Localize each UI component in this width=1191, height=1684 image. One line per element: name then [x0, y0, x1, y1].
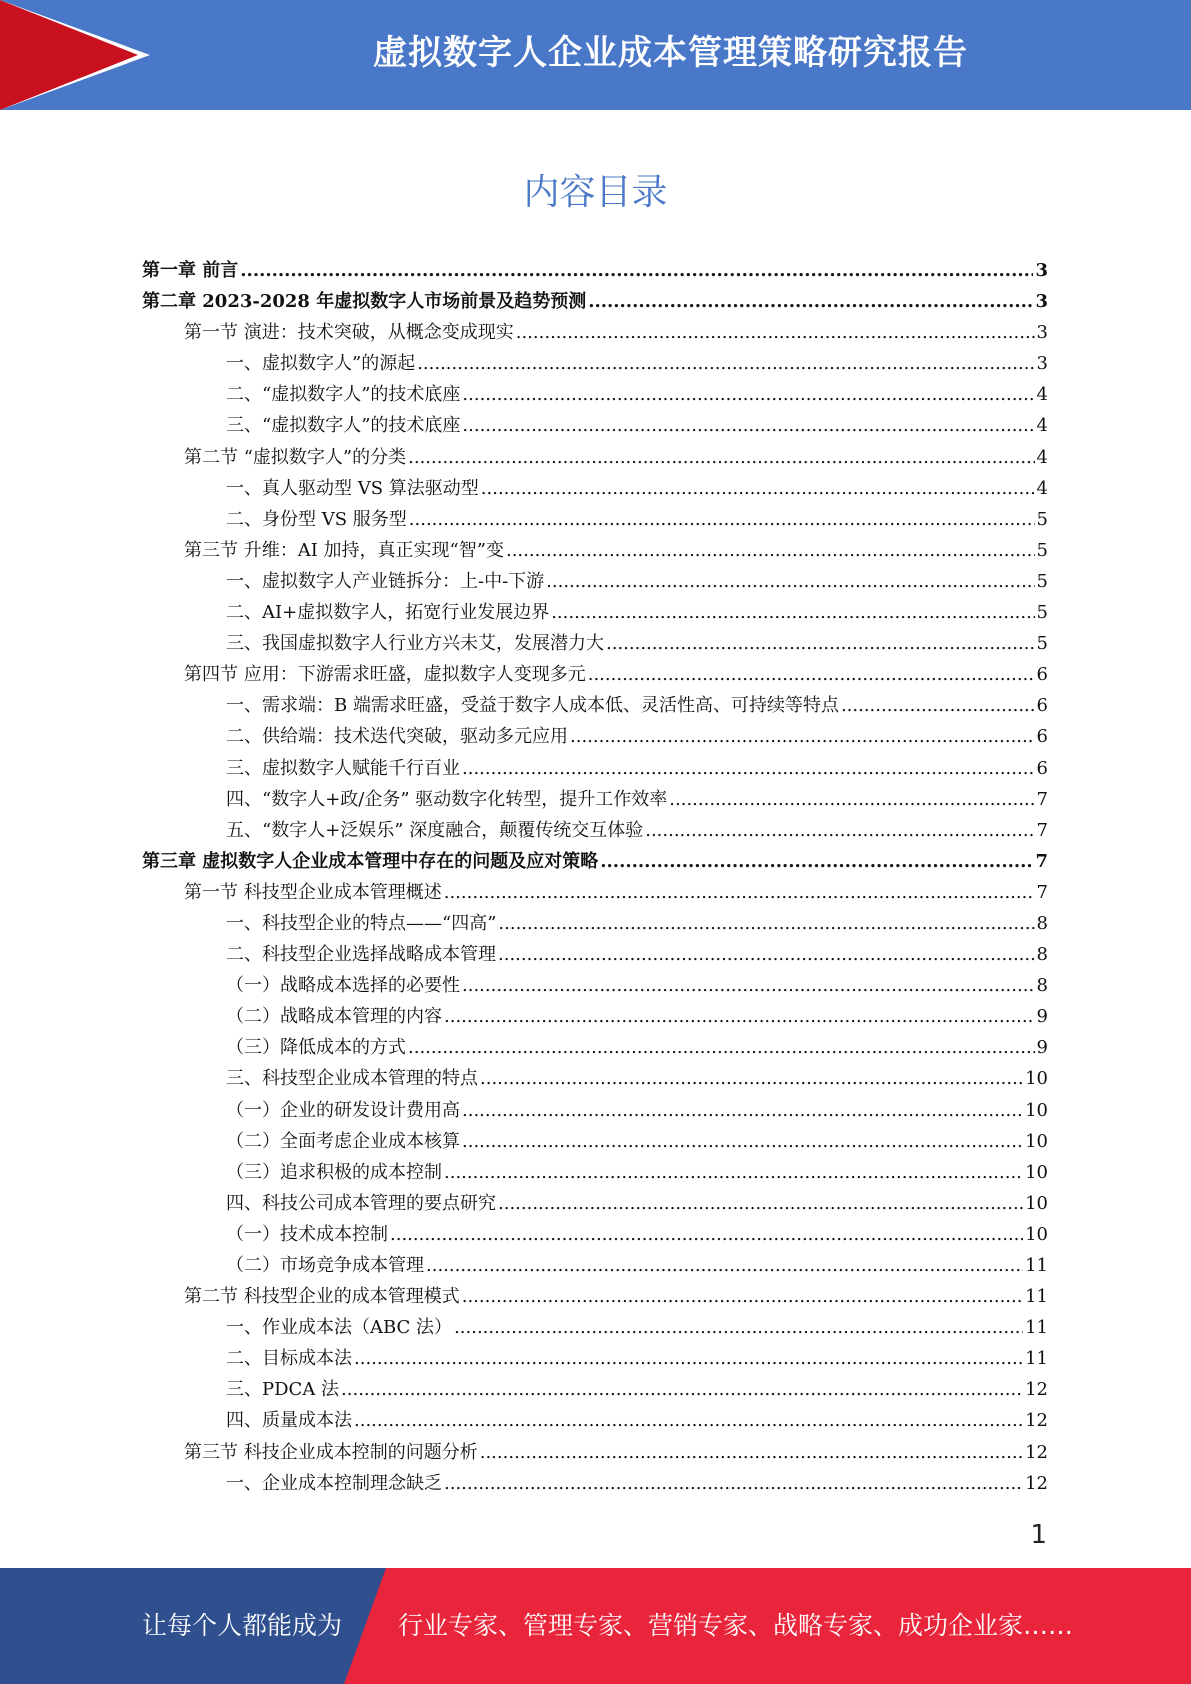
toc-entry-title: 三、科技型企业成本管理的特点 [226, 1068, 478, 1090]
toc-entry-title: 一、虚拟数字人产业链拆分：上-中-下游 [226, 570, 545, 592]
toc-entry-page: 7 [1036, 788, 1048, 810]
toc-entry-title: 五、“数字人+泛娱乐” 深度融合，颠覆传统交互体验 [226, 819, 644, 841]
toc-entry-page: 3 [1036, 353, 1048, 375]
toc-dot-leader [240, 260, 1033, 281]
toc-entry-page: 11 [1025, 1317, 1048, 1339]
toc-entry[interactable] [142, 691, 1048, 722]
toc-entry-title: 一、科技型企业的特点——“四高” [226, 912, 497, 934]
toc-entry-title: （三）降低成本的方式 [226, 1037, 406, 1059]
table-of-contents [142, 256, 1048, 1500]
toc-entry-page: 10 [1025, 1223, 1048, 1245]
footer-slogan-left: 让每个人都能成为 [142, 1611, 343, 1640]
toc-entry[interactable] [142, 1406, 1048, 1437]
toc-dot-leader [480, 1442, 1023, 1463]
toc-entry[interactable] [142, 754, 1048, 785]
toc-entry[interactable] [142, 1127, 1048, 1158]
toc-dot-leader [462, 975, 1035, 996]
toc-dot-leader [480, 1068, 1023, 1089]
toc-entry-page: 4 [1036, 477, 1048, 499]
toc-dot-leader [481, 478, 1035, 499]
toc-entry-title: 第二章 2023-2028 年虚拟数字人市场前景及趋势预测 [142, 291, 587, 313]
footer-slogan-right: 行业专家、管理专家、营销专家、战略专家、成功企业家…… [398, 1611, 1074, 1640]
toc-entry-title: 二、目标成本法 [226, 1348, 352, 1370]
toc-entry-page: 5 [1036, 602, 1048, 624]
toc-entry-title: 一、作业成本法（ABC 法） [226, 1317, 453, 1339]
toc-entry[interactable] [142, 722, 1048, 753]
toc-entry-page: 5 [1036, 508, 1048, 530]
toc-entry-title: 一、虚拟数字人”的源起 [226, 353, 416, 375]
toc-dot-leader [841, 695, 1035, 716]
toc-entry-page: 7 [1036, 819, 1048, 841]
toc-entry-page: 8 [1036, 912, 1048, 934]
toc-dot-leader [462, 384, 1034, 405]
toc-entry[interactable] [142, 629, 1048, 660]
toc-entry-title: 四、科技公司成本管理的要点研究 [226, 1192, 496, 1214]
toc-entry-page: 5 [1036, 539, 1048, 561]
toc-dot-leader [669, 789, 1034, 810]
toc-entry[interactable] [142, 847, 1048, 878]
toc-entry[interactable] [142, 1158, 1048, 1189]
toc-entry[interactable] [142, 1064, 1048, 1095]
toc-entry-title: 三、PDCA 法 [226, 1379, 340, 1401]
toc-dot-leader [444, 1006, 1035, 1027]
toc-entry-title: （二）全面考虑企业成本核算 [226, 1130, 460, 1152]
toc-dot-leader [409, 509, 1035, 530]
toc-dot-leader [516, 322, 1035, 343]
toc-entry-title: 三、虚拟数字人赋能千行百业 [226, 757, 460, 779]
toc-entry-page: 4 [1036, 415, 1048, 437]
toc-dot-leader [390, 1224, 1023, 1245]
toc-entry[interactable] [142, 1096, 1048, 1127]
toc-entry-title: （二）市场竞争成本管理 [226, 1255, 424, 1276]
toc-dot-leader [426, 1255, 1023, 1276]
toc-entry-page: 10 [1025, 1130, 1048, 1152]
toc-entry-page: 5 [1036, 570, 1048, 592]
toc-entry[interactable] [142, 536, 1048, 567]
toc-entry-page: 11 [1025, 1286, 1048, 1308]
toc-entry[interactable] [142, 1313, 1048, 1344]
toc-dot-leader [498, 1193, 1023, 1214]
toc-entry-page: 3 [1036, 322, 1048, 344]
toc-dot-leader [546, 571, 1034, 592]
toc-entry[interactable] [142, 287, 1048, 318]
toc-dot-leader [498, 913, 1034, 934]
toc-entry-page: 12 [1025, 1441, 1048, 1463]
toc-entry-title: 四、“数字人+政/企务” 驱动数字化转型，提升工作效率 [226, 788, 668, 810]
toc-entry-title: 三、我国虚拟数字人行业方兴未艾，发展潜力大 [226, 633, 604, 655]
toc-entry[interactable] [142, 443, 1048, 474]
toc-entry-page: 3 [1035, 260, 1048, 281]
toc-entry[interactable] [142, 474, 1048, 505]
toc-entry[interactable] [142, 1282, 1048, 1313]
toc-entry-title: 第二节 科技型企业的成本管理模式 [184, 1286, 460, 1308]
toc-entry-page: 8 [1036, 944, 1048, 966]
toc-entry-page: 12 [1025, 1379, 1048, 1401]
toc-entry[interactable] [142, 1002, 1048, 1033]
toc-entry-title: 一、需求端：B 端需求旺盛，受益于数字人成本低、灵活性高、可持续等特点 [226, 695, 839, 717]
toc-entry-page: 6 [1036, 664, 1048, 686]
toc-entry-title: 二、“虚拟数字人”的技术底座 [226, 384, 461, 406]
toc-entry[interactable] [142, 1469, 1048, 1500]
toc-dot-leader [354, 1410, 1023, 1431]
toc-dot-leader [454, 1317, 1023, 1338]
toc-entry-page: 6 [1036, 695, 1048, 717]
toc-dot-leader [570, 726, 1035, 747]
toc-heading: 内容目录 [523, 172, 668, 213]
toc-entry-page: 6 [1036, 757, 1048, 779]
toc-entry-title: 一、企业成本控制理念缺乏 [226, 1472, 442, 1494]
toc-dot-leader [588, 664, 1035, 685]
toc-entry-page: 12 [1025, 1472, 1048, 1494]
footer-banner [0, 1568, 1191, 1684]
toc-entry-page: 5 [1036, 633, 1048, 655]
toc-entry-title: 第一节 演进：技术突破，从概念变成现实 [184, 322, 514, 344]
toc-entry-title: 第二节 “虚拟数字人”的分类 [184, 446, 407, 468]
toc-entry-title: （一）企业的研发设计费用高 [226, 1099, 460, 1121]
toc-entry-title: 二、科技型企业选择战略成本管理 [226, 944, 496, 966]
toc-dot-leader [606, 633, 1035, 654]
toc-entry[interactable] [142, 598, 1048, 629]
toc-entry-page: 11 [1025, 1255, 1048, 1276]
toc-dot-leader [588, 291, 1033, 312]
toc-entry[interactable] [142, 878, 1048, 909]
toc-entry[interactable] [142, 1220, 1048, 1251]
toc-entry-page: 8 [1036, 975, 1048, 997]
toc-entry-title: 一、真人驱动型 VS 算法驱动型 [226, 477, 479, 499]
toc-entry-page: 4 [1036, 384, 1048, 406]
toc-dot-leader [462, 1131, 1023, 1152]
toc-entry[interactable] [142, 1375, 1048, 1406]
toc-dot-leader [506, 540, 1035, 561]
toc-entry[interactable] [142, 411, 1048, 442]
toc-entry-title: 第一节 科技型企业成本管理概述 [184, 881, 442, 903]
toc-entry[interactable] [142, 909, 1048, 940]
toc-entry-page: 7 [1036, 881, 1048, 903]
toc-dot-leader [354, 1348, 1023, 1369]
toc-entry-title: （三）追求积极的成本控制 [226, 1161, 442, 1183]
toc-entry-page: 11 [1025, 1348, 1048, 1370]
toc-entry-page: 4 [1036, 446, 1048, 468]
report-title: 虚拟数字人企业成本管理策略研究报告 [373, 33, 968, 73]
toc-dot-leader [444, 1162, 1023, 1183]
toc-entry-page: 10 [1025, 1192, 1048, 1214]
toc-entry[interactable] [142, 1033, 1048, 1064]
toc-entry-title: 第四节 应用：下游需求旺盛，虚拟数字人变现多元 [184, 664, 586, 686]
toc-entry-page: 10 [1025, 1161, 1048, 1183]
toc-dot-leader [551, 602, 1034, 623]
toc-entry-title: 二、身份型 VS 服务型 [226, 508, 407, 530]
toc-entry[interactable] [142, 318, 1048, 349]
toc-entry-title: 第一章 前言 [142, 260, 239, 281]
page-number: 1 [1030, 1520, 1047, 1550]
toc-entry-page: 9 [1036, 1037, 1048, 1059]
toc-dot-leader [408, 1037, 1035, 1058]
header-banner [0, 0, 1191, 110]
toc-dot-leader [444, 882, 1035, 903]
toc-dot-leader [444, 1473, 1023, 1494]
toc-entry-page: 10 [1025, 1068, 1048, 1090]
toc-entry-title: 第三节 科技企业成本控制的问题分析 [184, 1441, 478, 1463]
toc-entry[interactable] [142, 567, 1048, 598]
toc-entry[interactable] [142, 816, 1048, 847]
toc-entry[interactable] [142, 1438, 1048, 1469]
toc-entry[interactable] [142, 1189, 1048, 1220]
toc-dot-leader [462, 1100, 1023, 1121]
toc-dot-leader [417, 353, 1034, 374]
toc-entry-title: 二、供给端：技术迭代突破，驱动多元应用 [226, 726, 568, 748]
toc-entry[interactable] [142, 971, 1048, 1002]
toc-entry-title: 二、AI+虚拟数字人，拓宽行业发展边界 [226, 602, 550, 624]
toc-dot-leader [408, 447, 1034, 468]
toc-entry-page: 7 [1035, 850, 1048, 872]
toc-dot-leader [600, 851, 1033, 872]
header-arrow-icon [0, 0, 138, 110]
toc-entry[interactable] [142, 660, 1048, 691]
toc-entry-title: 四、质量成本法 [226, 1410, 352, 1432]
toc-entry-page: 6 [1036, 726, 1048, 748]
toc-dot-leader [462, 1286, 1023, 1307]
toc-entry[interactable] [142, 505, 1048, 536]
toc-entry[interactable] [142, 785, 1048, 816]
toc-entry[interactable] [142, 256, 1048, 287]
toc-entry[interactable] [142, 1344, 1048, 1375]
toc-entry-title: 第三章 虚拟数字人企业成本管理中存在的问题及应对策略 [142, 850, 599, 872]
toc-entry-title: 第三节 升维：AI 加持，真正实现“智”变 [184, 539, 504, 561]
toc-dot-leader [341, 1379, 1023, 1400]
toc-entry-page: 9 [1036, 1006, 1048, 1028]
toc-entry[interactable] [142, 380, 1048, 411]
toc-entry-page: 12 [1025, 1410, 1048, 1432]
toc-entry[interactable] [142, 940, 1048, 971]
toc-entry-title: （二）战略成本管理的内容 [226, 1006, 442, 1028]
toc-dot-leader [462, 758, 1035, 779]
toc-dot-leader [498, 944, 1035, 965]
toc-entry-page: 10 [1025, 1099, 1048, 1121]
toc-dot-leader [645, 820, 1034, 841]
toc-entry-title: （一）战略成本选择的必要性 [226, 975, 460, 997]
toc-entry[interactable] [142, 1251, 1048, 1282]
toc-entry-page: 3 [1035, 291, 1048, 313]
toc-dot-leader [462, 415, 1034, 436]
toc-entry[interactable] [142, 349, 1048, 380]
toc-entry-title: 三、“虚拟数字人”的技术底座 [226, 415, 461, 437]
toc-entry-title: （一）技术成本控制 [226, 1223, 388, 1245]
